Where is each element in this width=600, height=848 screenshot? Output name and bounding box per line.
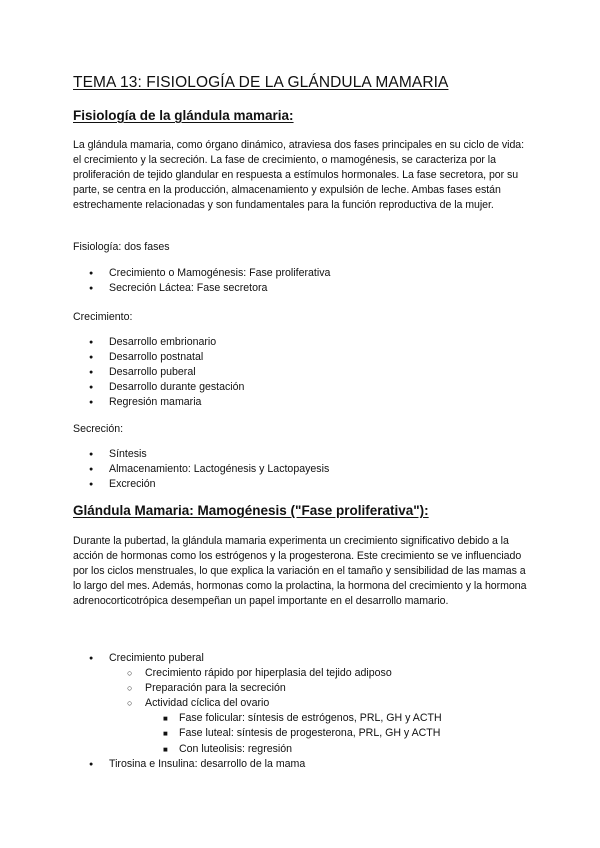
secrecion-label: Secreción: xyxy=(73,423,124,435)
list-item: ● Almacenamiento: Lactogénesis y Lactopayesis xyxy=(73,462,329,477)
fases-list xyxy=(73,266,330,296)
list-item: ● Regresión mamaria xyxy=(73,395,244,410)
crecimiento-label: Crecimiento: xyxy=(73,311,133,323)
list-item: ● Desarrollo embrionario xyxy=(73,335,244,350)
list-item: ● Excreción xyxy=(73,477,329,492)
list-item: ● Secreción Láctea: Fase secretora xyxy=(73,281,330,296)
list-item: ● Desarrollo postnatal xyxy=(73,350,244,365)
list-item: ● Desarrollo puberal xyxy=(73,365,244,380)
list-item: ■ Con luteolisis: regresión xyxy=(145,742,442,757)
list-item-actividad-ovario xyxy=(109,696,442,756)
list-item: ● Desarrollo durante gestación xyxy=(73,380,244,395)
section-heading-mamogenesis: Glándula Mamaria: Mamogénesis ("Fase proliferativa"): xyxy=(73,503,429,518)
list-item: ■ Fase folicular: síntesis de estrógenos, PRL, GH y ACTH xyxy=(145,711,442,726)
fases-label: Fisiología: dos fases xyxy=(73,241,170,253)
list-item: ● Crecimiento o Mamogénesis: Fase proliferativa xyxy=(73,266,330,281)
list-item: ○ Crecimiento rápido por hiperplasia del tejido adiposo xyxy=(109,666,442,681)
section-heading-fisiologia: Fisiología de la glándula mamaria: xyxy=(73,108,294,123)
list-item-label: Crecimiento puberal xyxy=(109,652,204,664)
ovario-sublist xyxy=(145,711,442,756)
list-item-crecimiento-puberal xyxy=(73,651,442,757)
list-item: ● Síntesis xyxy=(73,447,329,462)
document-title: TEMA 13: FISIOLOGÍA DE LA GLÁNDULA MAMARIA xyxy=(73,74,449,91)
list-item-label: Actividad cíclica del ovario xyxy=(145,697,270,710)
intro-paragraph: La glándula mamaria, como órgano dinámico, atraviesa dos fases principales en su ciclo de vida: el crecimiento y la secreción. La fase de crecimiento, o mamogénesis, se caracteriza por la proliferación de tejido glandular en respuesta a estímulos hormonales. La fase secretora, por su parte, se centra en la producción, almacenamiento y expulsión de leche. Ambas fases están estrechamente relacionadas y son fundamentales para la función reproductiva de la mujer. xyxy=(73,139,525,212)
list-item: ■ Fase luteal: síntesis de progesterona, PRL, GH y ACTH xyxy=(145,726,442,741)
mamogenesis-paragraph: Durante la pubertad, la glándula mamaria experimenta un crecimiento significativo debido a la acción de hormonas como los estrógenos y la progesterona. Este crecimiento se ve influenciado por los ciclos menstruales, lo que explica la variación en el tamaño y sensibilidad de las mamas a lo largo del mes. Además, hormonas como la prolactina, la hormona del crecimiento y la hormona adrenocorticotrópica desempeñan un papel importante en el desarrollo mamario. xyxy=(73,535,527,608)
mamogenesis-list xyxy=(73,651,442,772)
list-item: ● Tirosina e Insulina: desarrollo de la mama xyxy=(73,757,442,772)
secrecion-list xyxy=(73,447,329,492)
puberal-sublist xyxy=(109,666,442,757)
list-item: ○ Preparación para la secreción xyxy=(109,681,442,696)
crecimiento-list xyxy=(73,335,244,410)
